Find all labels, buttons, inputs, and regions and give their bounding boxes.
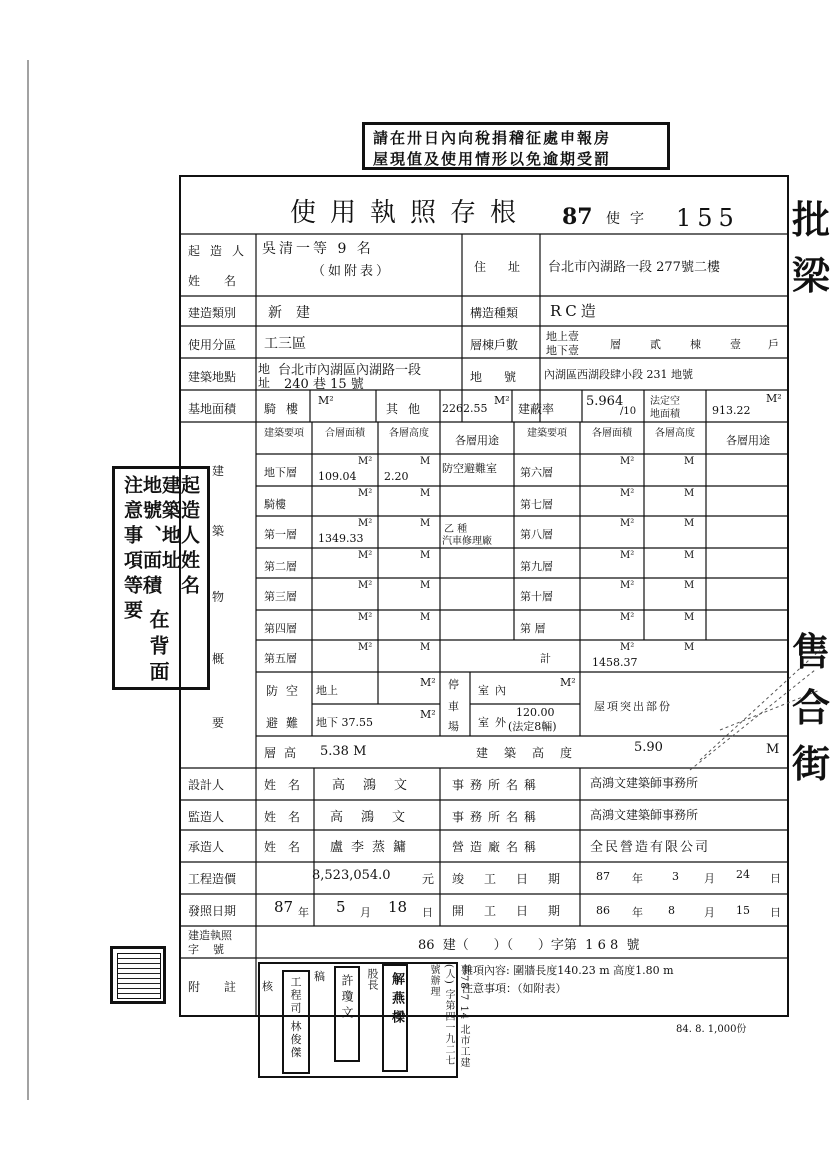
applicant-name-label: 姓名 — [188, 274, 261, 288]
shelter-above: 地上 — [316, 684, 338, 697]
floor-height-value: 5.38 M — [320, 744, 367, 759]
completion-year-unit: 年 — [632, 872, 643, 885]
parking-indoor-label: 室內 — [478, 684, 512, 697]
cost-value: 8,523,054.0 — [312, 868, 391, 883]
roof-projection-label: 屋項突出部份 — [594, 700, 672, 713]
left-notice-stamp — [112, 466, 210, 690]
open-space-unit: M² — [766, 392, 782, 405]
left-floor-area-unit: M² — [358, 488, 373, 499]
right-floor-item: 第 層 — [520, 622, 546, 635]
summary-label-char-4: 概 — [212, 652, 225, 666]
notes-label: 附註 — [188, 980, 261, 994]
left-stamp-col-4: 注意事項等要 — [121, 475, 143, 625]
completion-year: 87 — [596, 870, 610, 883]
applicant-note: （如附表） — [312, 264, 393, 279]
summary-label-char-3: 物 — [212, 590, 225, 604]
contractor-name: 盧李蒸鏞 — [330, 840, 415, 855]
building-type-value: 新建 — [268, 305, 324, 321]
start-label: 開工日期 — [452, 904, 581, 918]
location-address-2: 240 巷 15 號 — [284, 377, 364, 392]
other-value: 2262.55 — [442, 402, 488, 415]
signature-seal-1 — [282, 970, 310, 1074]
right-edge-char-3: 售 — [792, 629, 830, 674]
shelter-below: 地下 37.55 — [316, 716, 373, 729]
left-header-item: 建築要項 — [264, 428, 304, 439]
left-floor-item: 第一層 — [264, 528, 297, 541]
start-day: 15 — [736, 904, 750, 917]
left-header-use: 各層用途 — [455, 434, 499, 447]
applicant-label: 起造人 — [188, 244, 255, 258]
issue-month-unit: 月 — [360, 906, 371, 919]
building-count-unit: 棟 — [690, 338, 701, 351]
left-floor-height-unit: M — [420, 612, 431, 623]
open-space-value: 913.22 — [712, 404, 751, 417]
left-floor-item: 第三層 — [264, 590, 297, 603]
form-print-code: 84. 8. 1,000份 — [676, 1024, 747, 1035]
left-stamp-col-1: 起造人姓名 — [178, 475, 200, 600]
start-year: 86 — [596, 904, 610, 917]
right-floor-item: 第七層 — [520, 498, 553, 511]
right-floor-item: 第十層 — [520, 590, 553, 603]
parking-indoor-unit: M² — [560, 676, 576, 689]
left-floor-area: 1349.33 — [318, 532, 364, 545]
left-floor-area-unit: M² — [358, 642, 373, 653]
signature-seal-2 — [334, 966, 360, 1062]
left-floor-height-unit: M — [420, 456, 431, 467]
license-year-mark: 87 — [562, 204, 593, 230]
parking-label-1: 停 — [448, 678, 459, 691]
open-space-label-2: 地面積 — [650, 409, 680, 420]
issue-day-unit: 日 — [422, 906, 433, 919]
registry-seal-stamp — [110, 946, 166, 1004]
building-count: 貳 — [650, 338, 661, 351]
structure-value: RC造 — [550, 302, 600, 320]
location-sub-label-1: 地 — [258, 362, 271, 376]
supervisor-name-label: 姓名 — [264, 810, 313, 824]
designer-office-label: 事務所名稱 — [452, 778, 543, 792]
right-floor-height-unit: M — [684, 550, 695, 561]
left-floor-item: 第五層 — [264, 652, 297, 665]
right-edge-char-5: 街 — [792, 741, 830, 786]
left-floor-height-unit: M — [420, 488, 431, 499]
cost-unit: 元 — [422, 872, 435, 886]
building-height-label: 建築高度 — [476, 746, 589, 760]
right-floor-height-unit: M — [684, 580, 695, 591]
left-stamp-col-5: 在背面 — [146, 609, 170, 687]
use-zone-value: 工三區 — [264, 336, 306, 352]
address-label: 住址 — [474, 260, 543, 274]
lot-value: 內湖區西湖段肆小段 231 地號 — [544, 368, 693, 381]
right-header-area: 各層面積 — [592, 428, 632, 439]
coverage-denominator: /10 — [620, 406, 637, 417]
coverage-label: 建蔽率 — [518, 402, 555, 416]
floors-below: 地下壹 — [546, 344, 579, 357]
lot-label: 地號 — [470, 370, 539, 384]
license-prefix: 使字 — [606, 211, 654, 227]
parking-outdoor-label: 室外 — [478, 716, 512, 729]
summary-label-char-2: 築 — [212, 524, 225, 538]
right-edge-char-2: 梁 — [792, 253, 830, 298]
left-header-height: 各層高度 — [389, 428, 429, 439]
site-area-label: 基地面積 — [188, 402, 237, 416]
sig-label-section-chief: 股長 — [366, 968, 379, 990]
right-floor-area: 1458.37 — [592, 656, 638, 669]
floors-above: 地上壹 — [546, 330, 579, 343]
left-floor-item: 地下層 — [264, 466, 297, 479]
left-floor-area-unit: M² — [358, 456, 373, 467]
start-month: 8 — [668, 904, 675, 917]
left-floor-height-unit: M — [420, 642, 431, 653]
supervisor-office: 高鴻文建築師事務所 — [590, 808, 699, 822]
registration-stamp: 事78 7 14 北市工建(人) 字第四一九二七號辦理 — [428, 964, 469, 1069]
right-floor-height-unit: M — [684, 456, 695, 467]
completion-month-unit: 月 — [704, 872, 715, 885]
coverage-value: 5.964 — [586, 394, 624, 409]
issue-year-unit: 年 — [298, 906, 309, 919]
right-edge-cut-text — [792, 192, 830, 792]
building-height-value: 5.90 — [634, 740, 663, 755]
left-floor-item: 第二層 — [264, 560, 297, 573]
shelter-above-unit: M² — [420, 676, 436, 689]
right-floor-area-unit: M² — [620, 642, 635, 653]
parking-label-2: 車 — [448, 700, 459, 713]
right-floor-area-unit: M² — [620, 580, 635, 591]
right-floor-area-unit: M² — [620, 518, 635, 529]
address-value: 台北市內湖路一段 277號二樓 — [548, 260, 720, 275]
open-space-label-1: 法定空 — [650, 396, 680, 407]
building-height-unit: M — [766, 742, 780, 757]
left-floor-item: 騎樓 — [264, 498, 286, 511]
notes-line-2: 注意事項：（如附表） — [462, 982, 567, 995]
parking-legal-note: (法定8輛) — [508, 720, 557, 733]
document-title: 使用執照存根 — [290, 198, 531, 228]
completion-label: 竣工日期 — [452, 872, 581, 886]
unit-count: 壹 — [730, 338, 741, 351]
left-floor-area: 109.04 — [318, 470, 357, 483]
right-floor-item: 第八層 — [520, 528, 553, 541]
left-floor-use-2: 汽車修理廠 — [442, 536, 492, 547]
other-unit: M² — [494, 394, 510, 407]
right-floor-area-unit: M² — [620, 612, 635, 623]
start-day-unit: 日 — [770, 906, 781, 919]
sig-name-1: 工程司 林俊傑 — [289, 976, 302, 1060]
contractor-firm: 全民營造有限公司 — [590, 840, 711, 855]
left-floor-area-unit: M² — [358, 580, 373, 591]
floor-height-label: 層高 — [264, 746, 305, 760]
start-month-unit: 月 — [704, 906, 715, 919]
left-floor-height-unit: M — [420, 518, 431, 529]
arcade-unit: M² — [318, 394, 334, 407]
construction-permit-label-1: 建造執照 — [188, 929, 232, 942]
location-sub-label-2: 址 — [258, 376, 271, 390]
contractor-name-label: 姓名 — [264, 840, 313, 854]
right-floor-area-unit: M² — [620, 456, 635, 467]
right-header-item: 建築要項 — [527, 428, 567, 439]
contractor-label: 承造人 — [188, 840, 225, 854]
left-floor-area-unit: M² — [358, 550, 373, 561]
right-floor-item: 第六層 — [520, 466, 553, 479]
right-floor-height-unit: M — [684, 642, 695, 653]
right-header-use: 各層用途 — [726, 434, 770, 447]
floors-label: 層棟戶數 — [470, 338, 519, 352]
parking-outdoor-value: 120.00 — [516, 706, 555, 719]
issue-day: 18 — [388, 898, 408, 916]
parking-label-3: 場 — [448, 720, 459, 733]
left-floor-area-unit: M² — [358, 612, 373, 623]
designer-office: 高鴻文建築師事務所 — [590, 776, 699, 790]
supervisor-name: 高鴻文 — [330, 810, 424, 825]
completion-day-unit: 日 — [770, 872, 781, 885]
applicant-name: 吳清一等 9 名 — [262, 241, 374, 257]
left-stamp-col-3: 地號、面積 — [140, 475, 162, 600]
issue-month: 5 — [336, 898, 346, 916]
structure-label: 構造種類 — [470, 306, 519, 320]
right-edge-char-4: 合 — [792, 685, 830, 730]
tax-notice-line-1: 請在卅日內向稅捐稽征處申報房 — [373, 129, 612, 147]
supervisor-office-label: 事務所名稱 — [452, 810, 543, 824]
seal-pattern — [117, 953, 161, 999]
unit-count-unit: 戶 — [768, 338, 779, 351]
designer-label: 設計人 — [188, 778, 225, 792]
left-floor-item: 第四層 — [264, 622, 297, 635]
summary-label-char-5: 要 — [212, 716, 225, 730]
tax-notice-line-2: 屋現值及使用情形以免逾期受罰 — [373, 150, 612, 168]
notes-line-1: 雜項內容: 圍牆長度140.23 m 高度1.80 m — [462, 964, 674, 977]
left-floor-height: 2.20 — [384, 470, 409, 483]
right-floor-height-unit: M — [684, 518, 695, 529]
right-edge-char-1: 批 — [792, 197, 830, 242]
contractor-firm-label: 營造廠名稱 — [452, 840, 543, 854]
left-floor-use-1: 乙 種 — [444, 524, 468, 535]
supervisor-label: 監造人 — [188, 810, 225, 824]
location-address-1: 台北市內湖區內湖路一段 — [278, 363, 422, 378]
left-stamp-col-2: 建築地址 — [159, 475, 181, 575]
signature-seal-3 — [382, 964, 408, 1072]
construction-permit-label-2: 字號 — [188, 943, 238, 956]
license-number: 155 — [676, 204, 740, 232]
building-type-label: 建造類別 — [188, 306, 237, 320]
right-floor-item: 計 — [540, 652, 551, 665]
left-floor-height-unit: M — [420, 580, 431, 591]
floors-layer-unit: 層 — [610, 338, 621, 351]
start-year-unit: 年 — [632, 906, 643, 919]
construction-permit-value: 86 建（ ）（ ）字第 1 6 8 號 — [418, 938, 640, 953]
right-floor-area-unit: M² — [620, 488, 635, 499]
designer-name: 高鴻文 — [332, 778, 426, 793]
left-floor-area-unit: M² — [358, 518, 373, 529]
shelter-label-1: 防空 — [266, 684, 307, 698]
sig-label-review: 核 — [262, 980, 273, 993]
location-label: 建築地點 — [188, 370, 237, 384]
right-floor-height-unit: M — [684, 612, 695, 623]
tax-notice-stamp — [362, 122, 670, 170]
right-floor-area-unit: M² — [620, 550, 635, 561]
completion-month: 3 — [672, 870, 679, 883]
other-label: 其他 — [386, 402, 431, 416]
right-header-height: 各層高度 — [655, 428, 695, 439]
sig-name-2: 許瓊文 — [340, 974, 354, 1022]
summary-label-char-1: 建 — [212, 464, 225, 478]
issue-date-label: 發照日期 — [188, 904, 237, 918]
completion-day: 24 — [736, 868, 750, 881]
issue-year: 87 — [274, 898, 294, 916]
arcade-label: 騎樓 — [264, 402, 309, 416]
right-floor-item: 第九層 — [520, 560, 553, 573]
cost-label: 工程造價 — [188, 872, 237, 886]
left-header-area: 合層面積 — [325, 428, 365, 439]
sig-label-draft: 稿 — [314, 970, 325, 983]
sig-name-3: 解燕樑 — [389, 972, 404, 1029]
use-zone-label: 使用分區 — [188, 338, 237, 352]
designer-name-label: 姓名 — [264, 778, 313, 792]
right-floor-height-unit: M — [684, 488, 695, 499]
shelter-label-2: 避難 — [266, 716, 307, 730]
shelter-below-unit: M² — [420, 708, 436, 721]
left-floor-height-unit: M — [420, 550, 431, 561]
left-floor-use: 防空避難室 — [442, 462, 497, 475]
